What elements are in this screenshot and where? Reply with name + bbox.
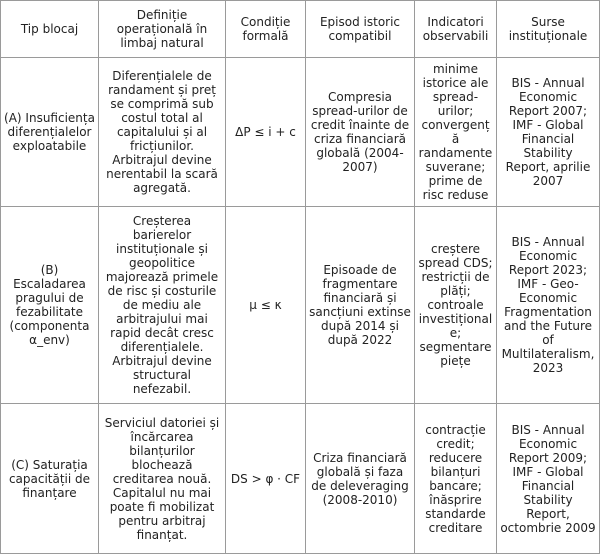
cell-sources: BIS - Annual Economic Report 2023; IMF - Geo-Economic Fragmentation and the Future of Multilateralism, 2023	[497, 207, 600, 404]
header-definition: Definiție operațională în limbaj natural	[99, 1, 226, 58]
cell-episode: Episoade de fragmentare financiară și sancțiuni extinse după 2014 și după 2022	[306, 207, 415, 404]
cell-sources: BIS - Annual Economic Report 2007; IMF - Global Financial Stability Report, aprilie 2007	[497, 58, 600, 207]
cell-type: (A) Insuficiența diferențialelor exploatabile	[1, 58, 99, 207]
table-header-row	[1, 1, 600, 58]
cell-condition: μ ≤ κ	[226, 207, 306, 404]
cell-sources: BIS - Annual Economic Report 2009; IMF - Global Financial Stability Report, octombrie 2009	[497, 404, 600, 554]
cell-condition: ΔP ≤ i + c	[226, 58, 306, 207]
cell-indicators: creștere spread CDS; restricții de plăți; controale investiționale; segmentare piețe	[415, 207, 497, 404]
cell-episode: Criza financiară globală și faza de deleveraging (2008-2010)	[306, 404, 415, 554]
table-row	[1, 207, 600, 404]
cell-episode: Compresia spread-urilor de credit înainte de criza financiară globală (2004-2007)	[306, 58, 415, 207]
cell-definition: Creșterea barierelor instituționale și geopolitice majorează primele de risc și costurile de mediu ale arbitrajului mai rapid decât cresc diferențialele. Arbitrajul devine structural nefezabil.	[99, 207, 226, 404]
cell-definition: Serviciul datoriei și încărcarea bilanțurilor blochează creditarea nouă. Capitalul nu mai poate fi mobilizat pentru arbitraj finanțat.	[99, 404, 226, 554]
header-indicators: Indicatori observabili	[415, 1, 497, 58]
cell-type: (C) Saturația capacității de finanțare	[1, 404, 99, 554]
cell-type: (B) Escaladarea pragului de fezabilitate (componenta α_env)	[1, 207, 99, 404]
header-condition: Condiție formală	[226, 1, 306, 58]
header-episode: Episod istoric compatibil	[306, 1, 415, 58]
cell-definition: Diferențialele de randament și preț se comprimă sub costul total al capitalului și al fricțiunilor. Arbitrajul devine nerentabil la scară agregată.	[99, 58, 226, 207]
cell-condition: DS > φ · CF	[226, 404, 306, 554]
cell-indicators: contracție credit; reducere bilanțuri bancare; înăsprire standarde creditare	[415, 404, 497, 554]
table-row	[1, 404, 600, 554]
header-sources: Surse instituționale	[497, 1, 600, 58]
table-row	[1, 58, 600, 207]
header-type: Tip blocaj	[1, 1, 99, 58]
cell-indicators: minime istorice ale spread-urilor; convergență randamente suverane; prime de risc reduse	[415, 58, 497, 207]
